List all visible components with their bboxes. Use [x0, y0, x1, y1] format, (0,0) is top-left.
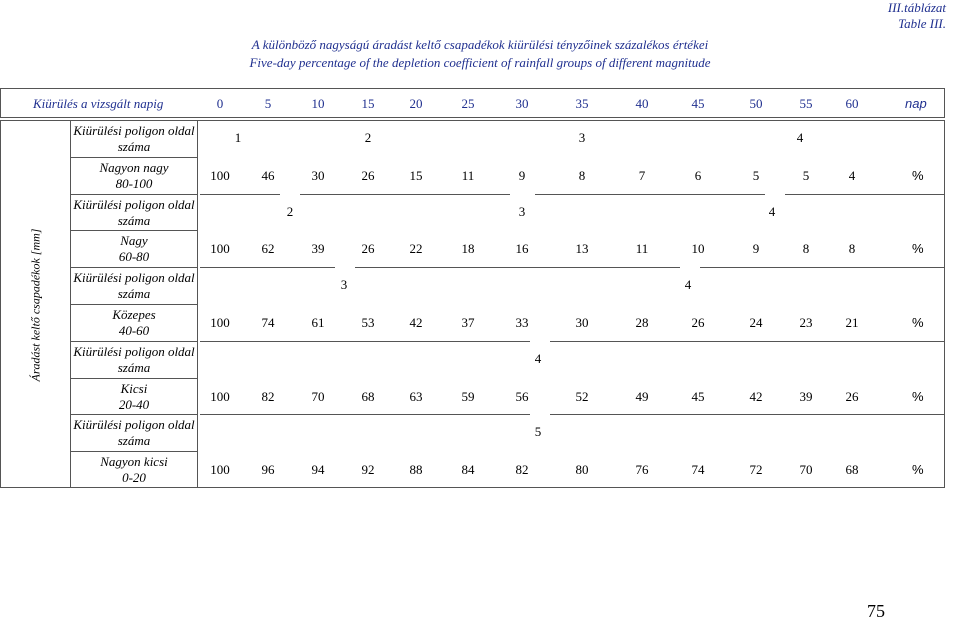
segment-line [810, 120, 945, 121]
segment-line [550, 341, 945, 342]
polygon-side: 1 [234, 130, 242, 145]
segment-line [380, 120, 550, 121]
polygon-side: 2 [286, 203, 294, 219]
value-cell: 30 [311, 167, 325, 183]
polygon-side: 2 [364, 130, 372, 145]
header-day: 35 [575, 96, 589, 111]
group-range: 20-40 [118, 396, 150, 412]
value-cell: 33 [515, 315, 529, 330]
value-cell: 88 [409, 462, 423, 478]
header-day: 20 [409, 96, 423, 111]
value-cell: 70 [311, 388, 325, 404]
polygon-side: 3 [578, 130, 586, 145]
value-cell: 11 [635, 241, 649, 257]
value-cell: 28 [635, 315, 649, 330]
value-cell: 8 [578, 167, 586, 183]
row-divider [70, 451, 197, 452]
row-divider [70, 194, 197, 195]
value-unit: % [912, 315, 924, 330]
row-divider [70, 304, 197, 305]
header-day: 40 [635, 96, 649, 111]
value-cell: 84 [461, 462, 475, 478]
value-cell: 46 [261, 167, 275, 183]
value-cell: 59 [461, 388, 475, 404]
polygon-label: Kiürülési poligon oldal száma [73, 123, 195, 154]
header-day: 25 [461, 96, 475, 111]
title-en: Five-day percentage of the depletion coefficient of rainfall groups of different magnitude [249, 55, 711, 70]
header-day: 10 [311, 96, 325, 111]
header-unit: nap [905, 96, 927, 111]
value-cell: 39 [311, 241, 325, 257]
group-name: Nagyon kicsi [100, 454, 168, 470]
value-cell: 72 [749, 462, 763, 478]
value-cell: 11 [461, 167, 475, 183]
value-cell: 22 [409, 241, 423, 257]
group-range: 60-80 [118, 249, 150, 265]
segment-line [550, 414, 945, 415]
row-divider [70, 157, 197, 158]
polygon-side: 4 [768, 203, 776, 219]
polygon-side: 4 [534, 350, 542, 366]
group-label [71, 160, 197, 192]
value-cell: 61 [311, 315, 325, 330]
value-cell: 37 [461, 315, 475, 330]
group-range: 0-20 [122, 470, 146, 486]
value-unit: % [912, 388, 924, 404]
value-cell: 9 [518, 167, 526, 183]
value-cell: 8 [802, 241, 810, 257]
row-divider [70, 230, 197, 231]
row-divider [70, 267, 197, 268]
group-label [71, 307, 197, 339]
polygon-side: 5 [534, 424, 542, 440]
row-divider [70, 414, 197, 415]
value-cell: 100 [210, 462, 230, 478]
value-cell: 26 [361, 167, 375, 183]
header-day: 0 [216, 96, 224, 111]
value-cell: 76 [635, 462, 649, 478]
group-range: 40-60 [118, 323, 150, 338]
table-label [888, 0, 946, 32]
value-cell: 5 [752, 167, 760, 183]
value-cell: 63 [409, 388, 423, 404]
table-label-en: Table III. [898, 16, 946, 31]
value-cell: 56 [515, 388, 529, 404]
polygon-label: Kiürülési poligon oldal száma [73, 270, 195, 302]
polygon-side: 4 [796, 130, 804, 145]
value-cell: 68 [361, 388, 375, 404]
value-cell: 94 [311, 462, 325, 478]
value-cell: 49 [635, 388, 649, 404]
value-cell: 26 [691, 315, 705, 330]
segment-line [535, 194, 765, 195]
value-unit: % [912, 462, 924, 478]
header-day: 55 [799, 96, 813, 111]
header-day: 5 [264, 96, 272, 111]
page-number: 75 [867, 601, 885, 621]
value-cell: 6 [694, 167, 702, 183]
value-cell: 100 [210, 167, 230, 183]
header-day: 60 [845, 96, 859, 111]
value-cell: 26 [361, 241, 375, 257]
header-day: 45 [691, 96, 705, 111]
polygon-label: Kiürülési poligon oldal száma [73, 417, 195, 449]
group-name: Közepes [112, 307, 156, 322]
polygon-side: 4 [684, 277, 692, 293]
group-label [71, 454, 197, 486]
vertical-label: Áradást keltő csapadékok [mm] [28, 228, 43, 382]
value-cell: 8 [848, 241, 856, 257]
value-cell: 100 [210, 241, 230, 257]
value-cell: 82 [261, 388, 275, 404]
value-cell: 68 [845, 462, 859, 478]
segment-line [200, 194, 280, 195]
value-unit: % [912, 241, 924, 257]
value-cell: 70 [799, 462, 813, 478]
value-cell: 13 [575, 241, 589, 257]
title-hu: A különböző nagyságú áradást keltő csapadékok kiürülési tényzőinek százalékos értékei [251, 37, 709, 52]
value-cell: 80 [575, 462, 589, 478]
value-cell: 42 [409, 315, 423, 330]
value-cell: 4 [848, 167, 856, 183]
segment-line [200, 120, 330, 121]
value-cell: 9 [752, 241, 760, 257]
value-cell: 52 [575, 388, 589, 404]
header-day: 15 [361, 96, 375, 111]
row-divider [70, 378, 197, 379]
value-cell: 24 [749, 315, 763, 330]
segment-line [200, 267, 335, 268]
value-cell: 42 [749, 388, 763, 404]
segment-line [200, 341, 530, 342]
value-cell: 92 [361, 462, 375, 478]
value-cell: 30 [575, 315, 589, 330]
segment-line [300, 194, 510, 195]
group-name: Nagy [120, 233, 148, 249]
group-label [71, 381, 197, 413]
segment-line [700, 267, 945, 268]
segment-line [785, 194, 945, 195]
value-cell: 100 [210, 315, 230, 330]
value-unit: % [912, 167, 924, 183]
header-day: 30 [515, 96, 529, 111]
value-cell: 18 [461, 241, 475, 257]
value-cell: 62 [261, 241, 275, 257]
polygon-side: 3 [518, 203, 526, 219]
value-cell: 26 [845, 388, 859, 404]
value-cell: 7 [638, 167, 646, 183]
value-cell: 74 [261, 315, 275, 330]
table-label-hu: III.táblázat [887, 0, 946, 15]
group-name: Kicsi [120, 380, 148, 396]
value-cell: 21 [845, 315, 859, 330]
group-name: Nagyon nagy [99, 159, 169, 175]
value-cell: 82 [515, 462, 529, 478]
polygon-label: Kiürülési poligon oldal száma [73, 343, 195, 375]
segment-line [355, 267, 680, 268]
value-cell: 16 [515, 241, 529, 257]
value-cell: 10 [691, 241, 705, 257]
value-cell: 5 [802, 167, 810, 183]
polygon-label: Kiürülési poligon oldal száma [73, 196, 195, 228]
value-cell: 96 [261, 462, 275, 478]
group-range: 80-100 [115, 175, 153, 191]
divider-labels [197, 120, 198, 488]
value-cell: 100 [210, 388, 230, 404]
value-cell: 74 [691, 462, 705, 478]
value-cell: 45 [691, 388, 705, 404]
value-cell: 15 [409, 167, 423, 183]
value-cell: 39 [799, 388, 813, 404]
header-day: 50 [749, 96, 763, 111]
value-cell: 53 [361, 315, 375, 330]
segment-line [610, 120, 790, 121]
header-label: Kiürülés a vizsgált napig [33, 96, 164, 111]
polygon-side: 3 [340, 277, 348, 293]
row-divider [70, 341, 197, 342]
segment-line [200, 414, 530, 415]
group-label [71, 233, 197, 265]
value-cell: 23 [799, 315, 813, 330]
